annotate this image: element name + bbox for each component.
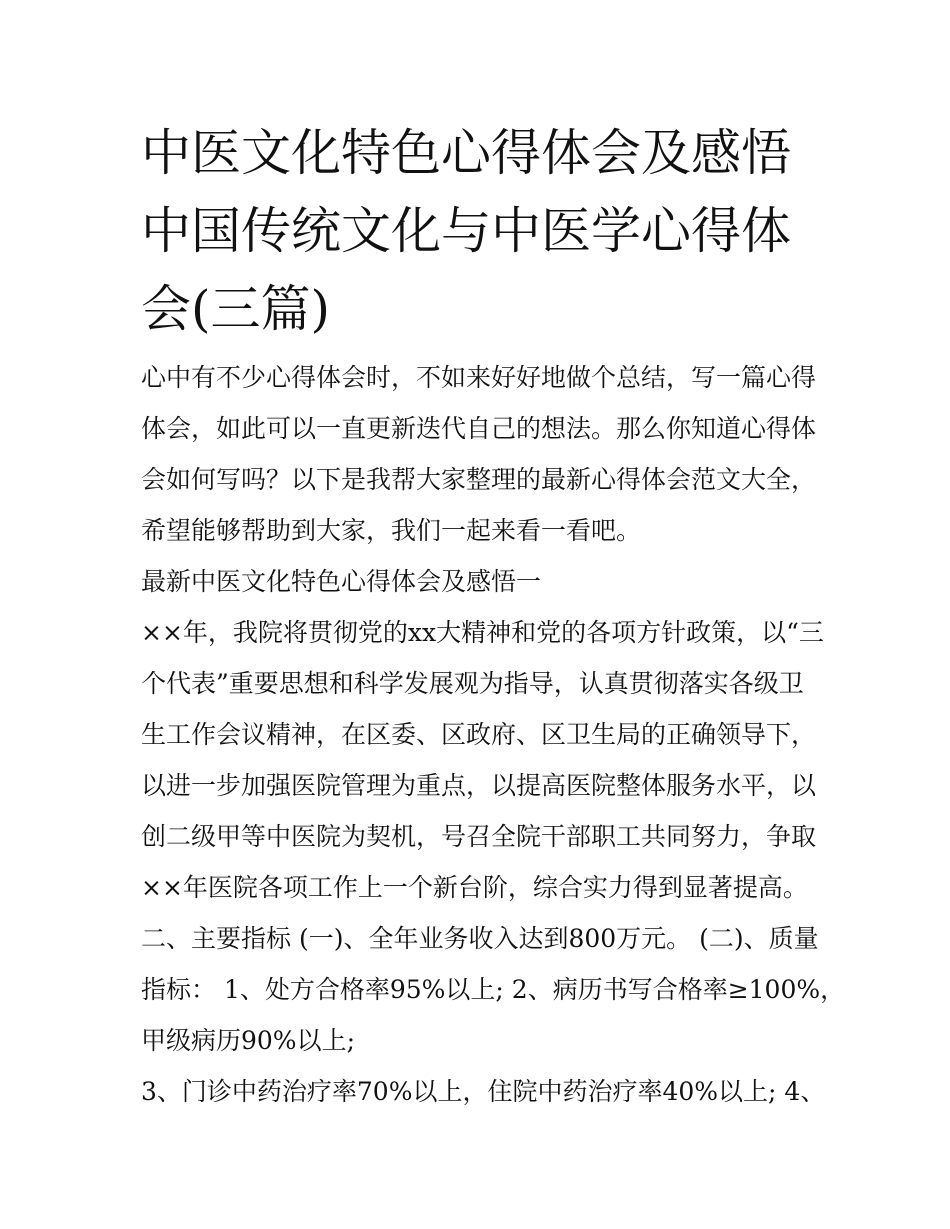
paragraph-main-line: 以进一步加强医院管理为重点，以提高医院整体服务水平，以: [141, 771, 817, 800]
paragraph-main-line: ××年，我院将贯彻党的xx大精神和党的各项方针政策，以“三: [141, 618, 824, 647]
paragraph-indicators-line: 指标： 1、处方合格率95%以上; 2、病历书写合格率≥100%，: [141, 975, 846, 1004]
section-heading: 最新中医文化特色心得体会及感悟一: [141, 567, 542, 596]
document-title: [141, 114, 821, 348]
paragraph-main-line: 生工作会议精神，在区委、区政府、区卫生局的正确领导下，: [141, 720, 817, 749]
paragraph-intro-line: 心中有不少心得体会时，不如来好好地做个总结，写一篇心得: [141, 363, 817, 392]
paragraph-intro-line: 体会，如此可以一直更新迭代自己的想法。那么你知道心得体: [141, 414, 817, 443]
paragraph-main-line: ××年医院各项工作上一个新台阶，综合实力得到显著提高。: [141, 873, 808, 902]
paragraph-main-line: 个代表”重要思想和科学发展观为指导，认真贯彻落实各级卫: [141, 669, 804, 698]
paragraph-main-line: 创二级甲等中医院为契机，号召全院干部职工共同努力，争取: [141, 822, 817, 851]
paragraph-intro-line: 希望能够帮助到大家，我们一起来看一看吧。: [141, 516, 642, 545]
document-body: [141, 352, 846, 1117]
title-line: 中国传统文化与中医学心得体: [141, 202, 791, 260]
title-line: 中医文化特色心得体会及感悟: [141, 124, 791, 182]
title-line: 会(三篇): [141, 280, 331, 338]
paragraph-indicators-line: 3、门诊中药治疗率70%以上，住院中药治疗率40%以上; 4、: [141, 1077, 826, 1106]
paragraph-intro-line: 会如何写吗？以下是我帮大家整理的最新心得体会范文大全，: [141, 465, 817, 494]
paragraph-indicators-line: 二、主要指标 (一)、全年业务收入达到800万元。 (二)、质量: [141, 924, 819, 953]
paragraph-indicators-line: 甲级病历90%以上;: [141, 1026, 355, 1055]
